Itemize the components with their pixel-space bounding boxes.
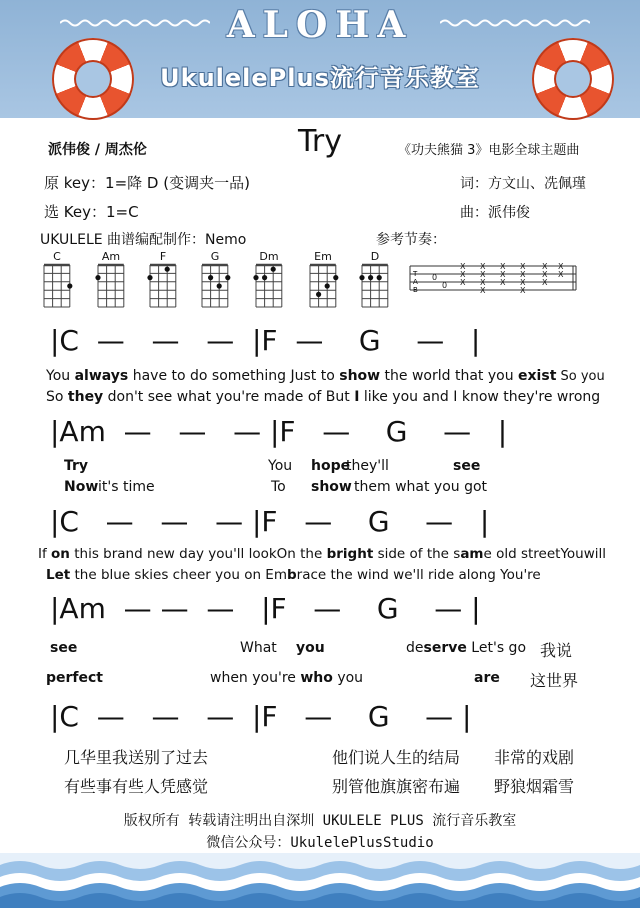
finger-dot	[217, 283, 222, 288]
wechat-account: 微信公众号：UkulelePlusStudio	[206, 835, 434, 851]
chord-name: C	[53, 250, 61, 263]
svg-text:T: T	[413, 270, 418, 278]
lyric-line: 有些事有些人凭感觉 别管他旗旗密布遍 野狼烟霜雪	[64, 777, 575, 796]
lyricist-credit: 词：方文山、冼佩瑾	[460, 176, 586, 192]
finger-dot	[253, 275, 258, 280]
selected-key: 选 Key：1=C	[44, 203, 139, 221]
chord-grid	[252, 263, 286, 311]
brand-title: ALOHA	[226, 4, 414, 46]
finger-dot	[316, 292, 321, 297]
lyric-line: So they don't see what you're made of But I like you and I know they're wrong	[46, 389, 601, 405]
copyright-notice: 版权所有 转载请注明出自深圳 UKULELE PLUS 流行音乐教室	[123, 813, 517, 829]
chord-bar-line: |C — — — |F — G — |	[50, 700, 472, 733]
lyric-line: Now it's time To show them what you got	[64, 479, 488, 495]
finger-dot	[165, 267, 170, 272]
lyric-line: Let the blue skies cheer you on Embrace the wind we'll ride along You're	[46, 567, 541, 583]
chord-grid	[358, 263, 392, 311]
wave-footer-decoration	[0, 853, 640, 908]
finger-dot	[147, 275, 152, 280]
svg-text:X: X	[480, 262, 486, 271]
chord-diagram-em	[306, 250, 340, 311]
finger-dot	[325, 283, 330, 288]
chord-diagram-dm	[252, 250, 286, 311]
chord-bar-line: |C — — — |F — G — |	[50, 505, 490, 538]
chord-diagram-g	[198, 250, 232, 311]
finger-dot	[225, 275, 230, 280]
rhythm-tab-icon	[408, 258, 578, 298]
lyric-line: perfect when you're who you are 这世界	[46, 670, 579, 690]
film-subtitle: 《功夫熊猫 3》电影全球主题曲	[398, 143, 580, 158]
chord-bar-line: |C — — — |F — G — |	[50, 324, 481, 357]
svg-text:X: X	[460, 270, 466, 279]
composer-credit: 曲：派伟俊	[460, 205, 530, 221]
svg-text:X: X	[500, 278, 506, 287]
chord-diagram-c	[40, 250, 74, 311]
arranger-credit: UKULELE 曲谱编配制作：Nemo	[40, 232, 247, 248]
chord-diagram-am	[94, 250, 128, 311]
svg-text:X: X	[480, 286, 486, 295]
svg-text:X: X	[542, 278, 548, 287]
svg-text:X: X	[480, 270, 486, 279]
svg-text:0: 0	[442, 281, 448, 290]
svg-text:X: X	[520, 262, 526, 271]
finger-dot	[333, 275, 338, 280]
svg-text:X: X	[500, 270, 506, 279]
chord-diagram-d	[358, 250, 392, 311]
lyric-line: 几华里我送别了过去 他们说人生的结局 非常的戏剧	[64, 748, 575, 767]
finger-dot	[67, 283, 72, 288]
finger-dot	[368, 275, 373, 280]
rhythm-label: 参考节奏：	[376, 232, 446, 248]
chord-bar-line: |Am — — — |F — G — |	[50, 592, 481, 625]
chord-name: G	[210, 250, 220, 263]
svg-text:X: X	[558, 270, 564, 279]
lyric-line: see What you deserve Let's go 我说	[50, 640, 573, 660]
chord-name: Em	[314, 250, 332, 263]
brand-subtitle: UkulelePlus流行音乐教室	[160, 64, 480, 92]
svg-text:0: 0	[432, 273, 438, 282]
chord-grid	[94, 263, 128, 311]
chord-name: Dm	[259, 250, 279, 263]
svg-text:B: B	[413, 286, 418, 294]
svg-text:X: X	[500, 262, 506, 271]
chord-grid	[306, 263, 340, 311]
chord-grid	[40, 263, 74, 311]
chord-name: Am	[101, 250, 121, 263]
song-title: Try	[297, 124, 342, 159]
svg-text:X: X	[480, 278, 486, 287]
finger-dot	[377, 275, 382, 280]
chord-grid	[146, 263, 180, 311]
svg-text:X: X	[542, 270, 548, 279]
svg-text:X: X	[520, 286, 526, 295]
chord-name: F	[159, 250, 167, 263]
lyric-line: If on this brand new day you'll lookOn the bright side of the same old streetYouwill	[38, 546, 607, 562]
svg-text:X: X	[460, 278, 466, 287]
lyric-line: You always have to do something Just to show the world that you exist So you	[46, 368, 605, 384]
finger-dot	[262, 275, 267, 280]
lyric-line: Try You hope they'll see	[64, 458, 481, 474]
finger-dot	[95, 275, 100, 280]
svg-text:A: A	[413, 278, 418, 286]
song-artists: 派伟俊 / 周杰伦	[48, 142, 147, 158]
svg-text:X: X	[460, 262, 466, 271]
svg-text:X: X	[558, 262, 564, 271]
finger-dot	[208, 275, 213, 280]
chord-grid	[198, 263, 232, 311]
chord-diagram-f	[146, 250, 180, 311]
finger-dot	[359, 275, 364, 280]
chord-bar-line: |Am — — — |F — G — |	[50, 415, 508, 448]
finger-dot	[271, 267, 276, 272]
original-key: 原 key：1=降 D (变调夹一品)	[44, 174, 250, 192]
chord-name: D	[370, 250, 380, 263]
svg-text:X: X	[520, 270, 526, 279]
svg-text:X: X	[520, 278, 526, 287]
svg-text:X: X	[542, 262, 548, 271]
